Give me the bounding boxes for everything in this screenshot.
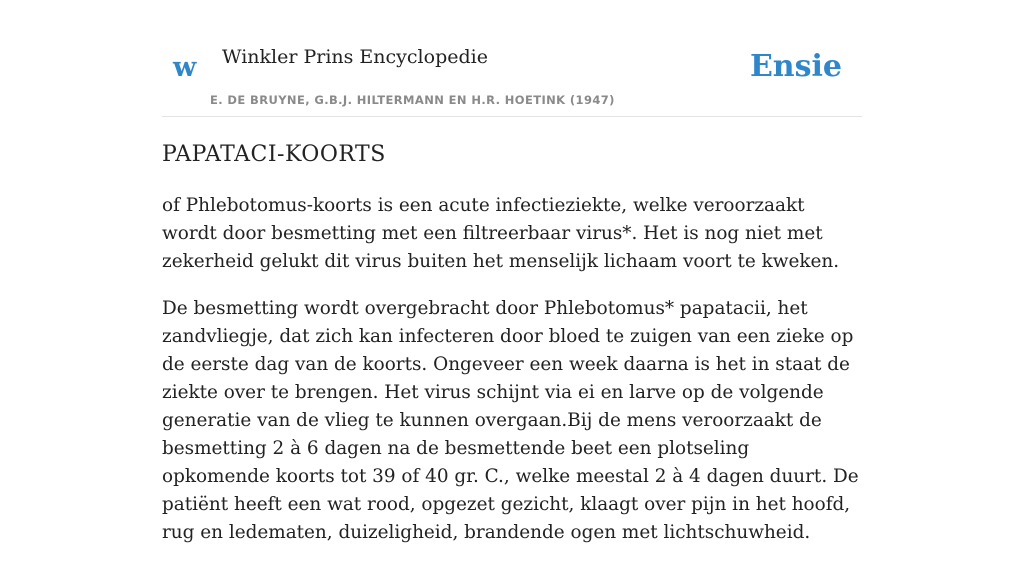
logo-icon[interactable]: w (173, 52, 197, 83)
article-paragraph-2: De besmetting wordt overgebracht door Phlebotomus* papatacii, het zandvliegje, dat zich kan infecteren door bloed te zuigen van een zieke op de eerste dag van de koorts. Ongeveer een week daarna is het in staat de ziekte over te brengen. Het virus schijnt via ei en larve op de volgende generatie van de vlieg te kunnen overgaan.Bij de mens veroorzaakt de besmetting 2 à 6 dagen na de besmettende beet een plotseling opkomende koorts tot 39 of 40 gr. C., welke meestal 2 à 4 dagen duurt. De patiënt heeft een wat rood, opgezet gezicht, klaagt over pijn in het hoofd, rug en ledematen, duizeligheid, brandende ogen met lichtschuwheid. (162, 298, 859, 543)
article-title: PAPATACI-KOORTS (162, 142, 386, 167)
site-header (162, 0, 862, 117)
site-title[interactable]: Winkler Prins Encyclopedie (222, 46, 488, 68)
brand-logo[interactable]: Ensie (749, 49, 842, 84)
authors-line: E. DE BRUYNE, G.B.J. HILTERMANN EN H.R. HOETINK (1947) (210, 93, 615, 107)
article-paragraph-1: of Phlebotomus-koorts is een acute infectieziekte, welke veroorzaakt wordt door besmetting met een filtreerbaar virus*. Het is nog niet met zekerheid gelukt dit virus buiten het menselijk lichaam voort te kweken. (162, 195, 840, 272)
article (162, 138, 862, 566)
